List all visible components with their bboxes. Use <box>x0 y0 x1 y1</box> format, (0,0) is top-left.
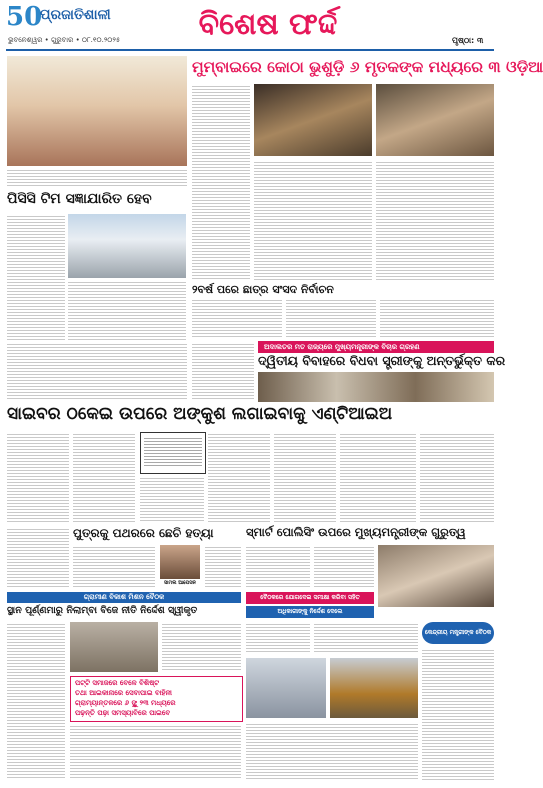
pcc-body-4 <box>7 342 187 400</box>
pcc-body-2 <box>68 280 186 340</box>
election-office-photo <box>68 214 186 278</box>
rural-headline: ସ୍ଥାନ ପୂର୍ଣ୍ଣମାରୁ ନିଲାମ୍ବା ବିଜେ ନୀତି ନିର୍ଦ୍ଦେଶ ସ୍ୱୀକୃତ <box>7 605 198 616</box>
murder-body-2 <box>205 545 241 587</box>
pcc-headline: ପିସିସି ଟିମ ସଜ୍ଞାଯାରିତ ହେବ <box>7 191 152 207</box>
lower-right-body-1 <box>314 622 418 654</box>
lower-right-body-2 <box>422 648 494 780</box>
cyber-headline: ସାଇବର ଠକେଇ ଉପରେ ଅଙ୍କୁଶ ଲଗାଇବାକୁ ଏଣ୍ଟିଆଇଅ <box>7 404 393 424</box>
parade-photo <box>330 658 418 718</box>
murder-headline: ପୁତ୍ରକୁ ପଥରରେ ଛେଚି ହତ୍ୟା <box>73 526 214 540</box>
widow-kicker <box>258 341 494 353</box>
left-brief-body <box>7 527 69 587</box>
mumbai-body-3 <box>376 160 494 280</box>
rural-body-3 <box>70 724 241 780</box>
minister-badge <box>422 622 494 644</box>
smart-info-box-1 <box>246 592 374 604</box>
lower-mid-body-2 <box>246 722 418 780</box>
photo-caption <box>7 168 187 188</box>
rescue-photo <box>376 84 494 156</box>
minister-badge-text: କେନ୍ଦ୍ରୀୟ ମନ୍ତ୍ରୀଙ୍କ ବୈଠକ <box>424 629 492 636</box>
pcc-body-1 <box>7 214 65 340</box>
smart-body-2 <box>314 545 374 587</box>
murder-body-1 <box>73 545 155 587</box>
election-headline: ୨ବର୍ଷ ପରେ ଛାତ୍ର ସଂସଦ ନିର୍ବାଚନ <box>192 283 334 296</box>
widow-body-1 <box>192 342 254 400</box>
mumbai-body-1 <box>192 84 250 280</box>
date-line: ଭୁବନେଶ୍ୱର • ଗୁରୁବାର • ୦୮.୧୦.୨୦୨୫ <box>8 36 121 44</box>
cyber-quote-box <box>140 432 206 474</box>
election-body-2 <box>286 298 376 338</box>
meeting-photo <box>258 372 494 402</box>
cyber-body-4 <box>208 432 270 522</box>
panel-box <box>70 676 243 722</box>
logo-number: 50 <box>6 2 43 32</box>
election-body-1 <box>192 298 282 338</box>
smart-info-box-1-text: ବୈଠକରେ ଯୋଗଦେଇ ସମୀକ୍ଷା କରିବା ସହିତ <box>260 594 360 601</box>
right-story-body-2 <box>420 432 494 522</box>
paper-name: ପ୍ରଜାତିଶାଳୀ <box>40 7 111 23</box>
cyber-body-5 <box>274 432 336 522</box>
page-banner: ବିଶେଷ ଫର୍ଦ୍ଦ <box>198 7 338 42</box>
panel-line-2: ତଥା ଆଇକାନାରେ ସେବାପାଇ ବାହିନୀ <box>75 689 172 697</box>
cyber-body-1 <box>7 432 69 522</box>
lower-mid-body-1 <box>246 622 310 654</box>
cyber-body-3 <box>140 476 204 522</box>
panel-line-3: ଗ୍ରାମ୍ୟାନ୍ତଳରେ ୬ ଙ୍କ୍ଷୁ ୨୩ ମଧ୍ୟରେ <box>75 699 176 707</box>
mumbai-headline: ମୁମ୍ବାଇରେ କୋଠା ଭୁଶୁଡ଼ି ୬ ମୃତକଙ୍କ ମଧ୍ୟରେ ୩ ଓଡ଼ିଆ <box>192 58 543 76</box>
rural-kicker <box>7 592 241 603</box>
right-story-body-1 <box>340 432 416 522</box>
collapsed-building-photo <box>254 84 372 156</box>
minister-photo <box>378 545 494 607</box>
widow-kicker-text: ଅଦାଲତର ମତ ରାଜ୍ୟରେ ମୁଖ୍ୟମନ୍ତ୍ରୀଙ୍କ ବିଚାର ଗ୍ରହଣ <box>264 343 420 351</box>
rural-body-1 <box>7 622 65 780</box>
mumbai-body-2 <box>254 160 372 280</box>
victim-photo-caption: ସାମଲ ଆପେସନ <box>163 580 197 586</box>
smart-body-1 <box>246 545 310 587</box>
anniversary-logo <box>6 2 43 32</box>
rural-kicker-text: ଗ୍ରାମୀଣ ବିକାଶ ମିଶନ ବୈଠକ <box>83 593 165 601</box>
panel-line-1: ପଟ୍ଟି ସମାଜରେ ବେଳେ ବିଶିଷ୍ଟ <box>75 679 160 687</box>
masthead <box>0 0 500 52</box>
smart-policing-headline: ସ୍ମାର୍ଟ ପୋଲିସିଂ ଉପରେ ମୁଖ୍ୟମନ୍ତ୍ରୀଙ୍କ ଗୁରୁତ୍ୱ <box>246 525 466 539</box>
victim-photo <box>160 545 200 579</box>
election-body-3 <box>380 298 494 338</box>
masthead-rule <box>6 49 494 51</box>
ceremony-photo <box>7 56 187 166</box>
widow-headline: ଦ୍ୱିତୀୟ ବିବାହରେ ବିଧବା ସ୍ତ୍ରୀଙ୍କୁ ଅନ୍ତର୍ଭୁକ୍ତ କର <box>258 353 506 368</box>
smart-info-box-2 <box>246 606 374 618</box>
smart-info-box-2-text: ଅଧିକାରୀଙ୍କୁ ନିର୍ଦ୍ଦେଶ ଦେଲେ <box>277 608 343 615</box>
panel-line-4: ପଢ଼ନ୍ତି ପଢ଼ା ସମସ୍ୟାବିରେ ପାଇବେ <box>75 709 171 717</box>
cyber-body-2 <box>73 432 135 522</box>
page-number: ପୃଷ୍ଠା: ୩ <box>452 36 484 45</box>
rural-meeting-photo <box>70 622 158 672</box>
rural-body-2 <box>162 622 241 672</box>
vehicle-photo <box>246 658 326 718</box>
